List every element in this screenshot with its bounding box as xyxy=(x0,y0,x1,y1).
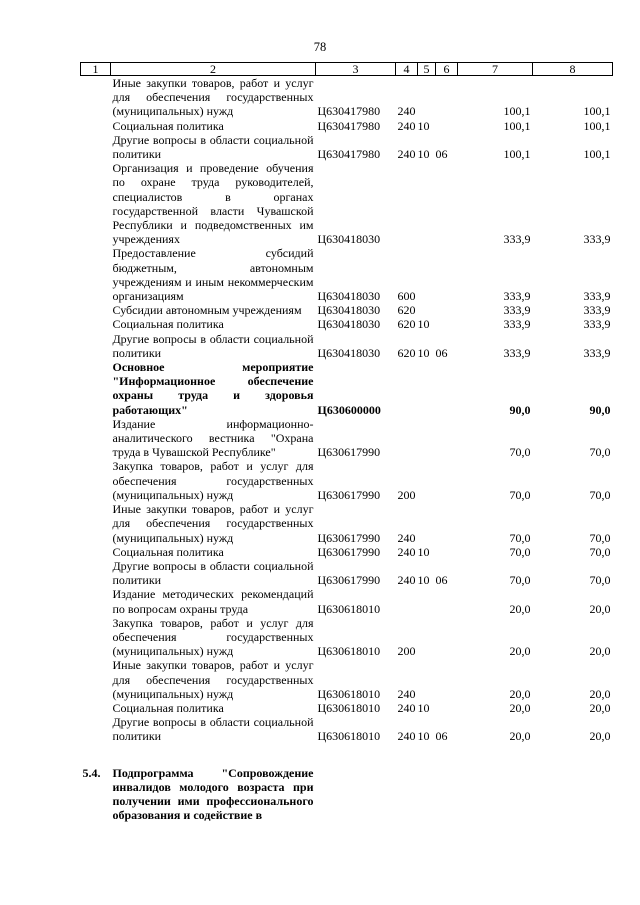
cell-name: Основное мероприятие "Информационное обеспечение охраны труда и здоровья работающих" xyxy=(112,360,314,417)
cell-v8: 20,0 xyxy=(589,644,611,659)
cell-r2 xyxy=(418,76,436,119)
cell-num xyxy=(81,587,111,615)
table-row xyxy=(81,360,613,417)
cell-v8: 70,0 xyxy=(589,487,611,502)
col-header-1: 1 xyxy=(81,63,111,76)
cell-v8: 100,1 xyxy=(583,118,611,133)
cell-r3 xyxy=(436,317,458,331)
col-header-3: 3 xyxy=(316,63,396,76)
cell-name: Субсидии автономным учреждениям xyxy=(112,303,302,318)
cell-v8: 70,0 xyxy=(589,544,611,559)
col-header-2: 2 xyxy=(111,63,316,76)
cell-r3 xyxy=(436,161,458,246)
cell-v7: 20,0 xyxy=(509,644,531,659)
table-row xyxy=(81,658,613,701)
cell-r2 xyxy=(418,587,436,615)
cell-num xyxy=(81,161,111,246)
cell-name: Другие вопросы в области социальной политики xyxy=(112,715,314,744)
cell-code: Ц630617990 xyxy=(317,544,381,559)
cell-r1 xyxy=(396,161,418,246)
cell-v8: 90,0 xyxy=(589,402,611,417)
cell-num xyxy=(81,417,111,460)
cell-r3: 06 xyxy=(435,147,448,162)
cell-v8: 100,1 xyxy=(583,147,611,162)
cell-v7: 70,0 xyxy=(509,445,531,460)
subprogram-number: 5.4. xyxy=(82,765,101,780)
cell-r1 xyxy=(396,587,418,615)
cell-r2 xyxy=(418,502,436,545)
cell-name: Предоставление субсидий бюджетным, автономным учреждениям и иным некоммерческим организациям xyxy=(112,246,314,304)
col-header-8: 8 xyxy=(533,63,613,76)
subprogram-row xyxy=(81,766,613,823)
table-row xyxy=(81,332,613,360)
cell-r1: 240 xyxy=(397,544,416,559)
cell-r1: 240 xyxy=(397,729,416,744)
cell-code: Ц630617990 xyxy=(317,573,381,588)
cell-v8: 20,0 xyxy=(589,686,611,701)
cell-r3 xyxy=(436,459,458,502)
budget-table xyxy=(80,62,613,822)
cell-num xyxy=(81,658,111,701)
col-header-6: 6 xyxy=(436,63,458,76)
cell-name: Издание методических рекомендаций по вопросам охраны труда xyxy=(112,587,314,616)
cell-r2 xyxy=(418,459,436,502)
cell-r3 xyxy=(436,303,458,317)
table-row xyxy=(81,161,613,246)
spacer-row xyxy=(81,744,613,766)
cell-num xyxy=(81,119,111,133)
col-header-7: 7 xyxy=(458,63,533,76)
cell-r2: 10 xyxy=(417,573,430,588)
cell-v7: 70,0 xyxy=(509,530,531,545)
cell-r1: 240 xyxy=(397,686,416,701)
cell-code: Ц630618010 xyxy=(317,700,381,715)
cell-r2 xyxy=(418,616,436,659)
table-row xyxy=(81,246,613,303)
table-row xyxy=(81,587,613,615)
cell-name: Издание информационно-аналитического вестника "Охрана труда в Чувашской Республике" xyxy=(112,416,314,460)
cell-r2: 10 xyxy=(417,700,430,715)
cell-name: Иные закупки товаров, работ и услуг для обеспечения государственных (муниципальных) нужд xyxy=(112,502,314,545)
table-row xyxy=(81,545,613,559)
cell-num xyxy=(81,715,111,743)
cell-r2: 10 xyxy=(417,118,430,133)
cell-code: Ц630617990 xyxy=(317,487,381,502)
table-row xyxy=(81,317,613,331)
cell-v7: 100,1 xyxy=(503,147,531,162)
cell-name: Другие вопросы в области социальной политики xyxy=(112,331,314,360)
cell-num xyxy=(81,332,111,360)
cell-r3 xyxy=(436,587,458,615)
cell-v7: 90,0 xyxy=(509,402,531,417)
table-row xyxy=(81,303,613,317)
cell-code: Ц630418030 xyxy=(317,289,381,304)
cell-name: Другие вопросы в области социальной политики xyxy=(112,132,314,162)
cell-r3: 06 xyxy=(435,729,448,744)
cell-r1: 600 xyxy=(397,289,416,304)
cell-v7: 20,0 xyxy=(509,729,531,744)
cell-r3 xyxy=(436,616,458,659)
cell-v8: 333,9 xyxy=(583,303,611,318)
cell-r1: 240 xyxy=(397,118,416,133)
cell-code: Ц630618010 xyxy=(317,644,381,659)
table-row xyxy=(81,133,613,161)
cell-v8: 70,0 xyxy=(589,573,611,588)
cell-code: Ц630600000 xyxy=(317,402,381,417)
cell-name: Социальная политика xyxy=(112,700,224,715)
table-row xyxy=(81,715,613,743)
page-number: 78 xyxy=(313,40,327,54)
cell-num xyxy=(81,459,111,502)
cell-r1: 240 xyxy=(397,573,416,588)
table-row xyxy=(81,616,613,659)
cell-r3 xyxy=(436,701,458,715)
cell-code: Ц630417980 xyxy=(317,104,381,119)
cell-r3 xyxy=(436,76,458,119)
cell-v8: 20,0 xyxy=(589,601,611,616)
cell-v7: 333,9 xyxy=(503,303,531,318)
cell-code: Ц630618010 xyxy=(317,729,381,744)
cell-name: Социальная политика xyxy=(112,118,224,133)
cell-r3 xyxy=(436,658,458,701)
cell-v8: 333,9 xyxy=(583,317,611,332)
cell-r2 xyxy=(418,303,436,317)
cell-r1: 620 xyxy=(397,303,416,318)
cell-r1: 240 xyxy=(397,700,416,715)
cell-r1: 240 xyxy=(397,530,416,545)
cell-v7: 20,0 xyxy=(509,700,531,715)
cell-r2 xyxy=(418,360,436,417)
cell-num xyxy=(81,502,111,545)
cell-num xyxy=(81,133,111,161)
cell-v7: 70,0 xyxy=(509,573,531,588)
header-row xyxy=(81,63,613,76)
cell-v7: 20,0 xyxy=(509,686,531,701)
cell-num xyxy=(81,317,111,331)
cell-num xyxy=(81,76,111,119)
cell-name: Закупка товаров, работ и услуг для обеспечения государственных (муниципальных) нужд xyxy=(112,459,314,502)
cell-r1: 620 xyxy=(397,317,416,332)
cell-code: Ц630418030 xyxy=(317,303,381,318)
cell-code: Ц630618010 xyxy=(317,601,381,616)
cell-code: Ц630417980 xyxy=(317,118,381,133)
col-header-5: 5 xyxy=(418,63,436,76)
cell-v8: 20,0 xyxy=(589,700,611,715)
cell-v7: 70,0 xyxy=(509,487,531,502)
cell-r3 xyxy=(436,417,458,460)
cell-v7: 20,0 xyxy=(509,601,531,616)
table-row xyxy=(81,502,613,545)
cell-num xyxy=(81,303,111,317)
cell-r2: 10 xyxy=(417,345,430,360)
cell-v8: 333,9 xyxy=(583,232,611,247)
cell-r1: 240 xyxy=(397,104,416,119)
cell-v8: 333,9 xyxy=(583,345,611,360)
cell-num xyxy=(81,360,111,417)
table-row xyxy=(81,701,613,715)
cell-r3 xyxy=(436,119,458,133)
cell-r2 xyxy=(418,417,436,460)
cell-num xyxy=(81,559,111,587)
cell-code: Ц630418030 xyxy=(317,345,381,360)
cell-v7: 333,9 xyxy=(503,317,531,332)
cell-r3 xyxy=(436,246,458,303)
cell-code: Ц630617990 xyxy=(317,530,381,545)
cell-name: Иные закупки товаров, работ и услуг для обеспечения государственных (муниципальных) нужд xyxy=(112,658,314,701)
cell-r2: 10 xyxy=(417,729,430,744)
col-header-4: 4 xyxy=(396,63,418,76)
cell-r1: 200 xyxy=(397,644,416,659)
table-row xyxy=(81,417,613,460)
subprogram-name: Подпрограмма "Сопровождение инвалидов молодого возраста при получении ими профессионального образования и содействие в xyxy=(112,765,314,823)
cell-name: Социальная политика xyxy=(112,544,224,559)
cell-v7: 100,1 xyxy=(503,118,531,133)
cell-num xyxy=(81,545,111,559)
cell-r3: 06 xyxy=(435,345,448,360)
cell-r2: 10 xyxy=(417,317,430,332)
cell-num xyxy=(81,616,111,659)
cell-v7: 70,0 xyxy=(509,544,531,559)
table-row xyxy=(81,76,613,119)
cell-r1 xyxy=(396,360,418,417)
cell-r1: 240 xyxy=(397,147,416,162)
cell-name: Организация и проведение обучения по охране труда руководителей, специалистов в органах государственной власти Чувашской Республики и подведомственных им учреждениях xyxy=(112,161,314,247)
table-row xyxy=(81,119,613,133)
cell-r1: 200 xyxy=(397,487,416,502)
cell-num xyxy=(81,701,111,715)
table-row xyxy=(81,459,613,502)
cell-name: Иные закупки товаров, работ и услуг для обеспечения государственных (муниципальных) нужд xyxy=(112,76,314,119)
cell-v7: 333,9 xyxy=(503,289,531,304)
table-row xyxy=(81,559,613,587)
cell-r3 xyxy=(436,502,458,545)
cell-code: Ц630418030 xyxy=(317,232,381,247)
cell-v8: 100,1 xyxy=(583,104,611,119)
cell-r2 xyxy=(418,161,436,246)
cell-name: Закупка товаров, работ и услуг для обеспечения государственных (муниципальных) нужд xyxy=(112,615,314,659)
cell-r2 xyxy=(418,246,436,303)
cell-v8: 20,0 xyxy=(589,729,611,744)
cell-r1 xyxy=(396,417,418,460)
cell-num xyxy=(81,246,111,303)
cell-code: Ц630418030 xyxy=(317,317,381,332)
cell-code: Ц630617990 xyxy=(317,445,381,460)
cell-code: Ц630618010 xyxy=(317,686,381,701)
cell-code: Ц630417980 xyxy=(317,147,381,162)
cell-r1: 620 xyxy=(397,345,416,360)
cell-v8: 333,9 xyxy=(583,289,611,304)
cell-r3: 06 xyxy=(435,573,448,588)
cell-r2: 10 xyxy=(417,544,430,559)
cell-v7: 100,1 xyxy=(503,104,531,119)
cell-v8: 70,0 xyxy=(589,445,611,460)
cell-r2: 10 xyxy=(417,147,430,162)
cell-name: Социальная политика xyxy=(112,317,224,332)
cell-r3 xyxy=(436,545,458,559)
cell-v7: 333,9 xyxy=(503,345,531,360)
cell-v7: 333,9 xyxy=(503,232,531,247)
cell-r3 xyxy=(436,360,458,417)
cell-r2 xyxy=(418,658,436,701)
cell-v8: 70,0 xyxy=(589,530,611,545)
cell-name: Другие вопросы в области социальной политики xyxy=(112,558,314,588)
